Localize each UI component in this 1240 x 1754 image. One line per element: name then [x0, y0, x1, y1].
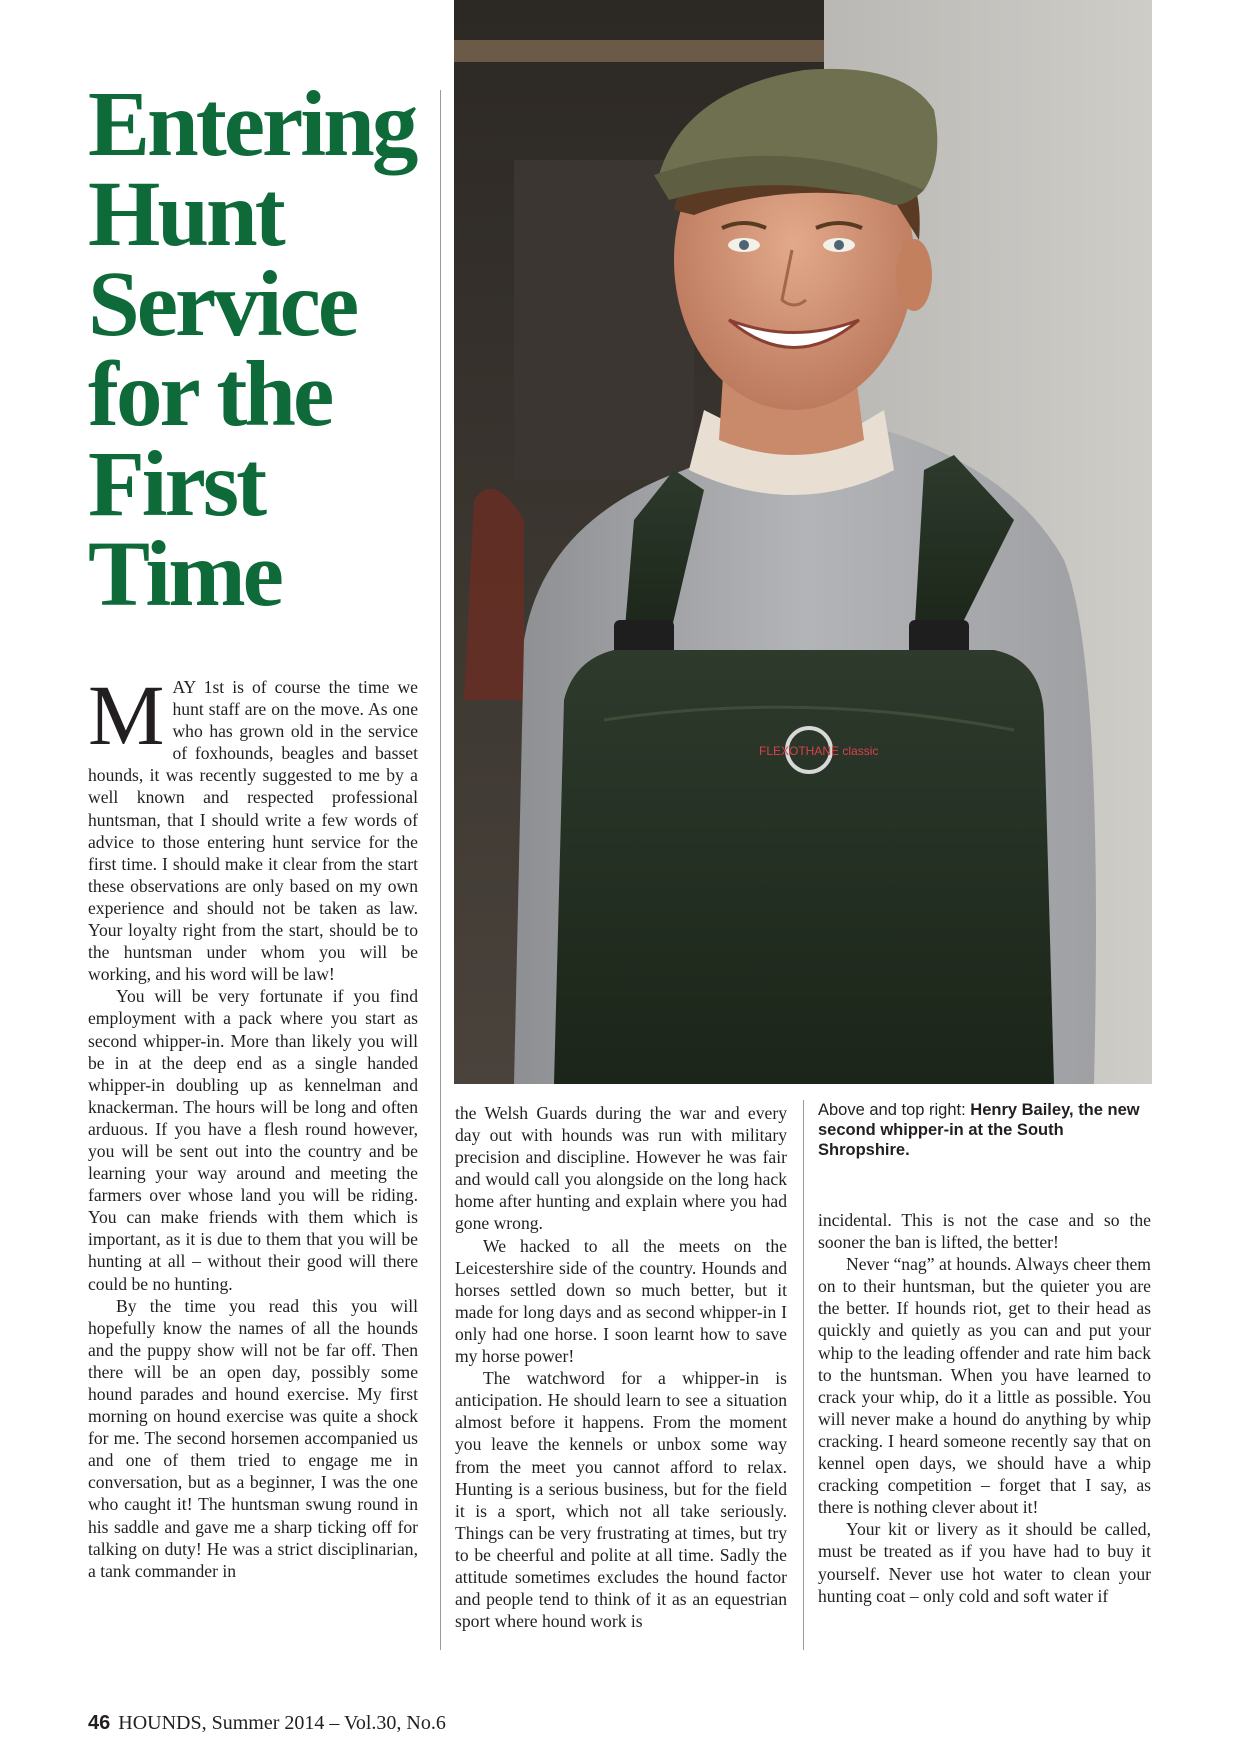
headline-line: Service [88, 253, 357, 356]
drop-cap: M [88, 667, 165, 763]
article-paragraph: By the time you read this you will hopefully know the names of all the hounds and the puppy show will not be far off. Then there will be an open day, possibly some hound parades and hound exercise. My first morning on hound exercise was quite a shock for me. The second horsemen accompanied us and one of them tried to engage me in conversation, but as a beginner, I was the one who caught it! The huntsman swung round in his saddle and gave me a sharp ticking off for talking on duty! He was a strict disciplinarian, a tank commander in [88, 1295, 418, 1581]
headline-line: First [88, 433, 265, 536]
column-divider [803, 1100, 804, 1650]
headline-line: Hunt [88, 163, 283, 266]
article-paragraph: You will be very fortunate if you find employment with a pack where you start as second whipper-in. More than likely you will be in at the deep end as a single handed whipper-in doubling up as kennelman and knackerman. The hours will be long and often arduous. If you have a flesh round however, you will be sent out into the country and be learning your way around and meeting the farmers over whose land you will be riding. You can make friends with them which is important, as it is due to them that you will be hunting at all – without their good will there could be no hunting. [88, 986, 418, 1294]
article-paragraph: The watchword for a whipper-in is anticipation. He should learn to see a situation almost before it happens. From the moment you leave the kennels or unbox some way from the meet you cannot afford to relax. Hunting is a serious business, but for the field it is a sport, which not all take seriously. Things can be very frustrating at times, but try to be cheerful and polite at all time. Sadly the attitude sometimes excludes the hound factor and people tend to think of it as an equestrian sport where hound work is [455, 1368, 787, 1632]
waders-logo-text: FLEXOTHANE classic [759, 744, 879, 758]
article-paragraph: Your kit or livery as it should be called, must be treated as if you have had to buy it yourself. Never use hot water to clean your hunting coat – only cold and soft water if [818, 1519, 1151, 1606]
headline-line: Time [88, 523, 281, 626]
caption-lead: Above and top right: [818, 1101, 971, 1119]
article-paragraph: incidental. This is not the case and so the sooner the ban is lifted, the better! [818, 1210, 1151, 1253]
article-headline [88, 73, 438, 626]
publication-info: HOUNDS, Summer 2014 – Vol.30, No.6 [118, 1712, 446, 1734]
article-paragraph [88, 667, 418, 985]
page-footer [88, 1712, 446, 1735]
headline-line: for the [88, 343, 332, 446]
paragraph-text: AY 1st is of course the time we hunt staff are on the move. As one who has grown old in the service of foxhounds, beagles and basset hounds, it was recently suggested to me by a well known and respected professional huntsman, that I should write a few words of advice to those entering hunt service for the first time. I should make it clear from the start these observations are only based on my own experience and should not be taken as law. Your loyalty right from the start, should be to the huntsman under whom you will be working, and his word will be law! [88, 677, 418, 985]
caption-bold: Henry Bailey, the new second whipper-in at the South Shropshire. [818, 1101, 1140, 1159]
article-paragraph: Never “nag” at hounds. Always cheer them on to their huntsman, but the quieter you are the better. If hounds riot, get to their head as quickly and quietly as you can and put your whip to the leading offender and rate him back to the huntsman. When you have learned to crack your whip, do it a little as possible. You will never make a hound do anything by whip cracking. I heard someone recently say that on kennel open days, we should have a whip cracking competition – forget that I say, as there is nothing clever about it! [818, 1254, 1151, 1518]
portrait-illustration [454, 0, 1152, 1084]
article-column-1 [88, 667, 418, 1582]
article-column-2 [455, 1102, 787, 1632]
column-divider [440, 90, 441, 1650]
headline-line: Entering [88, 73, 416, 176]
article-paragraph: We hacked to all the meets on the Leicestershire side of the country. Hounds and horses settled down so much better, but it made for long days and as second whipper-in I only had one horse. I soon learnt how to save my horse power! [455, 1235, 787, 1367]
portrait-photo [454, 0, 1152, 1084]
article-paragraph: the Welsh Guards during the war and every day out with hounds was run with military precision and discipline. However he was fair and would call you alongside on the long hack home after hunting and explain where you had gone wrong. [455, 1103, 787, 1234]
article-column-3 [818, 1209, 1151, 1607]
photo-caption [818, 1100, 1152, 1160]
page-number: 46 [88, 1712, 111, 1734]
